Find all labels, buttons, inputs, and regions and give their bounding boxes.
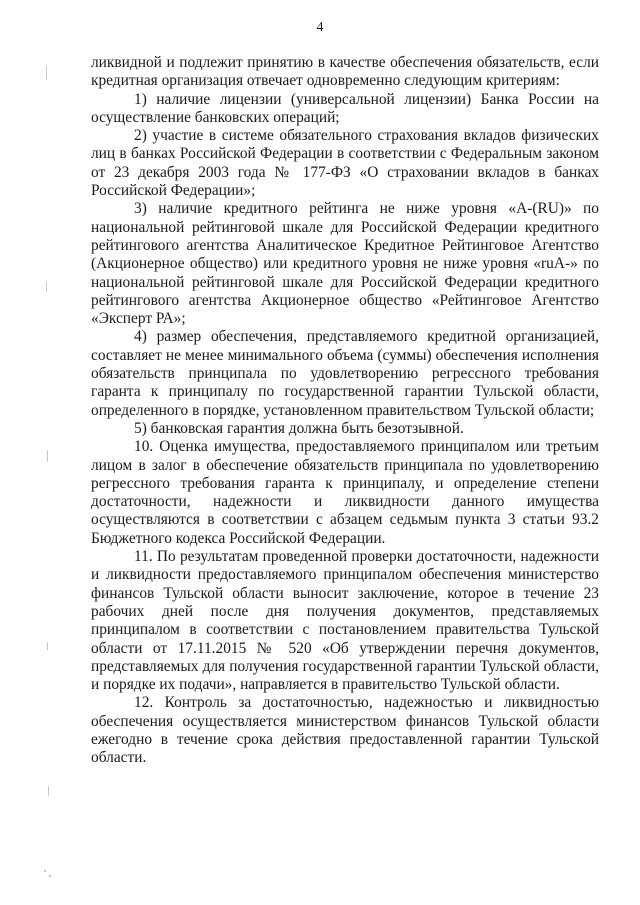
scan-dust-dot xyxy=(49,875,51,877)
paragraph-clause-12: 12. Контроль за достаточностью, надежностью и ликвидностью обеспечения осуществляется министерством финансов Тульской области ежегодно в течение срока действия предоставленной гарантии Тульской области. xyxy=(91,694,599,767)
scan-margin-mark xyxy=(47,642,48,650)
scan-margin-mark xyxy=(47,450,48,462)
paragraph-criterion-1: 1) наличие лицензии (универсальной лицензии) Банка России на осуществление банковских операций; xyxy=(91,90,599,126)
paragraph-criterion-4: 4) размер обеспечения, представляемого кредитной организацией, составляет не менее минимального объема (суммы) обеспечения исполнения обязательств принципала по удовлетворению регрессного требования гаранта к принципалу по государственной гарантии Тульской области, определенного в порядке, установленном правительством Тульской области; xyxy=(91,328,599,419)
paragraph-clause-10: 10. Оценка имущества, предоставляемого принципалом или третьим лицом в залог в обеспечение обязательств принципала по удовлетворению регрессного требования гаранта к принципалу, и определение степени достаточности, надежности и ликвидности данного имущества осуществляются в соответствии с абзацем седьмым пункта 3 статьи 93.2 Бюджетного кодекса Российской Федерации. xyxy=(91,438,599,547)
page-number: 4 xyxy=(316,20,324,35)
scan-dust-dot xyxy=(44,870,46,872)
paragraph-clause-11: 11. По результатам проведенной проверки достаточности, надежности и ликвидности предоставляемого принципалом обеспечения министерство финансов Тульской области выносит заключение, которое в течение 23 рабочих дней после дня получения документов, представляемых принципалом в соответствии с постановлением правительства Тульской области от 17.11.2015 № 520 «Об утверждении перечня документов, представляемых для получения государственной гарантии Тульской области, и порядке их подачи», направляется в правительство Тульской области. xyxy=(91,548,599,694)
paragraph-criterion-5: 5) банковская гарантия должна быть безотзывной. xyxy=(134,419,464,437)
paragraph-criteria-intro: ликвидной и подлежит принятию в качестве обеспечения обязательств, если кредитная организация отвечает одновременно следующим критериям: xyxy=(91,54,599,90)
scan-margin-mark xyxy=(48,786,49,796)
scan-margin-mark xyxy=(46,282,47,292)
paragraph-criterion-2: 2) участие в системе обязательного страхования вкладов физических лиц в банках Российской Федерации в соответствии с Федеральным законом от 23 декабря 2003 года № 177-ФЗ «О страховании вкладов в банках Российской Федерации»; xyxy=(91,127,599,200)
paragraph-criterion-3: 3) наличие кредитного рейтинга не ниже уровня «A-(RU)» по национальной рейтинговой шкале для Российской Федерации кредитного рейтингового агентства Аналитическое Кредитное Рейтинговое Агентство (Акционерное общество) или кредитного уровня не ниже уровня «ruA-» по национальной рейтинговой шкале для Российской Федерации кредитного рейтингового агентства Акционерное общество «Рейтинговое Агентство «Эксперт РА»; xyxy=(91,200,599,328)
document-body xyxy=(91,54,599,768)
scan-margin-mark xyxy=(46,66,47,80)
